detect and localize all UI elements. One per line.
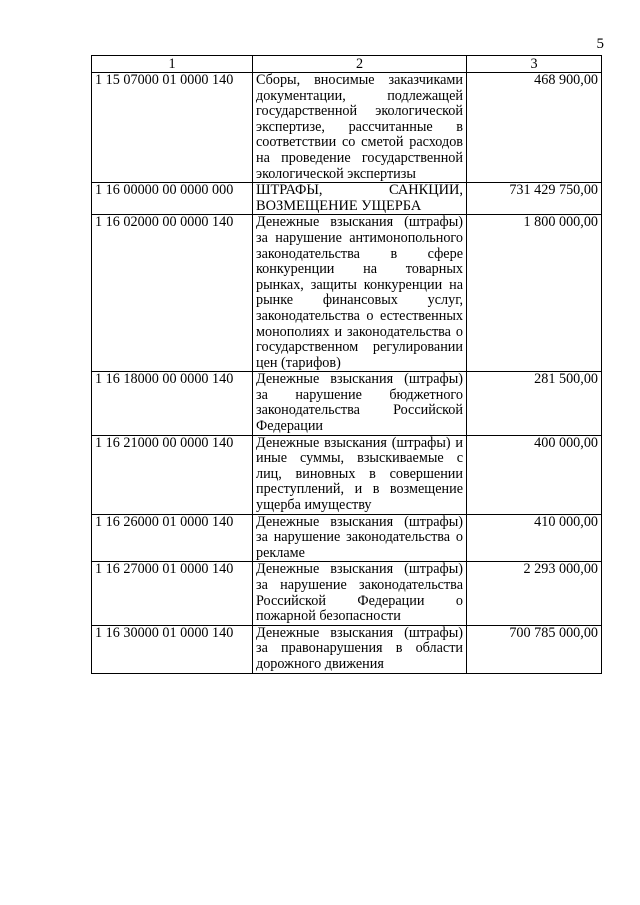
- budget-revenue-table: [91, 55, 602, 674]
- table-row: [92, 215, 602, 372]
- table-row: [92, 514, 602, 562]
- row-code: 1 16 18000 00 0000 140: [92, 372, 253, 435]
- row-name: Денежные взыскания (штрафы) за нарушение бюджетного законодательства Российской Федерации: [253, 372, 467, 435]
- row-amount: 400 000,00: [467, 435, 602, 514]
- row-name: Денежные взыскания (штрафы) за правонарушения в области дорожного движения: [253, 625, 467, 673]
- row-amount: 700 785 000,00: [467, 625, 602, 673]
- row-amount: 281 500,00: [467, 372, 602, 435]
- table-row: [92, 625, 602, 673]
- table-row: [92, 562, 602, 625]
- row-amount: 1 800 000,00: [467, 215, 602, 372]
- column-header-name: 2: [253, 56, 467, 73]
- row-code: 1 16 02000 00 0000 140: [92, 215, 253, 372]
- row-name: Денежные взыскания (штрафы) за нарушение антимонопольного законодательства в сфере конкуренции на товарных рынках, защиты конкуренции на рынке финансовых услуг, законодательства о естественных монополиях и законодательства о государственном регулировании цен (тарифов): [253, 215, 467, 372]
- row-code: 1 16 27000 01 0000 140: [92, 562, 253, 625]
- row-code: 1 16 21000 00 0000 140: [92, 435, 253, 514]
- table-row: [92, 73, 602, 183]
- row-name: ШТРАФЫ, САНКЦИИ, ВОЗМЕЩЕНИЕ УЩЕРБА: [253, 183, 467, 215]
- row-amount: 468 900,00: [467, 73, 602, 183]
- row-name: Денежные взыскания (штрафы) за нарушение законодательства о рекламе: [253, 514, 467, 562]
- table-row: [92, 372, 602, 435]
- row-amount: 731 429 750,00: [467, 183, 602, 215]
- row-amount: 2 293 000,00: [467, 562, 602, 625]
- column-header-amount: 3: [467, 56, 602, 73]
- column-header-code: 1: [92, 56, 253, 73]
- row-code: 1 16 26000 01 0000 140: [92, 514, 253, 562]
- page-number: 5: [596, 36, 604, 52]
- row-code: 1 15 07000 01 0000 140: [92, 73, 253, 183]
- row-amount: 410 000,00: [467, 514, 602, 562]
- table-header-row: [92, 56, 602, 73]
- table-row: [92, 435, 602, 514]
- row-name: Сборы, вносимые заказчиками документации, подлежащей государственной экологической экспертизе, рассчитанные в соответствии со сметой расходов на проведение государственной экологической экспертизы: [253, 73, 467, 183]
- row-name: Денежные взыскания (штрафы) и иные суммы, взыскиваемые с лиц, виновных в совершении преступлений, и в возмещение ущерба имуществу: [253, 435, 467, 514]
- row-name: Денежные взыскания (штрафы) за нарушение законодательства Российской Федерации о пожарной безопасности: [253, 562, 467, 625]
- row-code: 1 16 30000 01 0000 140: [92, 625, 253, 673]
- table-row: [92, 183, 602, 215]
- row-code: 1 16 00000 00 0000 000: [92, 183, 253, 215]
